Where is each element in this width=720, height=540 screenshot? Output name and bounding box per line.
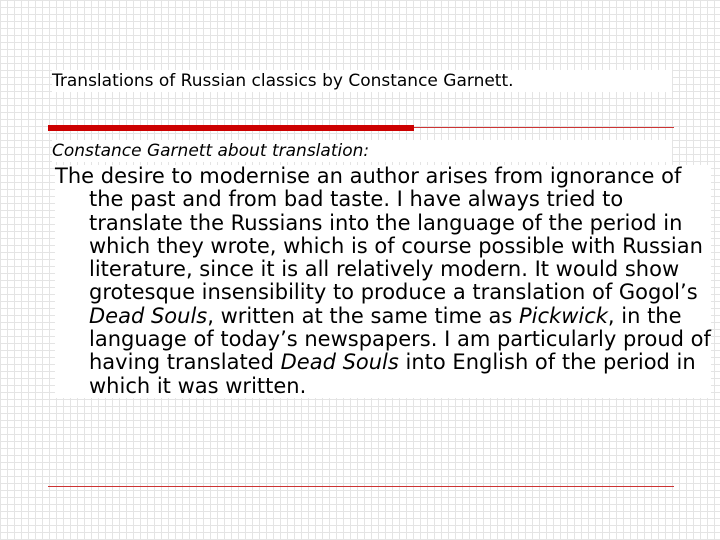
book-title-dead-souls: Dead Souls — [280, 350, 399, 375]
quote-segment: , written at the same time as — [207, 303, 519, 328]
quote-attribution: Constance Garnett about translation: — [52, 140, 672, 162]
quote-segment: , in the language of today’s newspapers. I am particularly proud of having translated — [89, 303, 711, 375]
translation-quote — [55, 165, 711, 398]
slide-title: Translations of Russian classics by Constance Garnett. — [52, 70, 672, 92]
bottom-rule — [48, 486, 674, 487]
title-underline-thin — [414, 127, 674, 128]
book-title-pickwick: Pickwick — [518, 303, 608, 328]
quote-segment: The desire to modernise an author arises from ignorance of the past and from bad taste. I have always tried to translate the Russians into the language of the period in which they wrote, which is of course possible with Russian literature, since it is all relatively modern. It would show grotesque insensibility to produce a translation of Gogol’s — [55, 164, 703, 305]
quote-segment: into English of the period in which it was written. — [89, 350, 696, 398]
title-underline-thick — [48, 125, 414, 131]
book-title-dead-souls: Dead Souls — [89, 303, 208, 328]
